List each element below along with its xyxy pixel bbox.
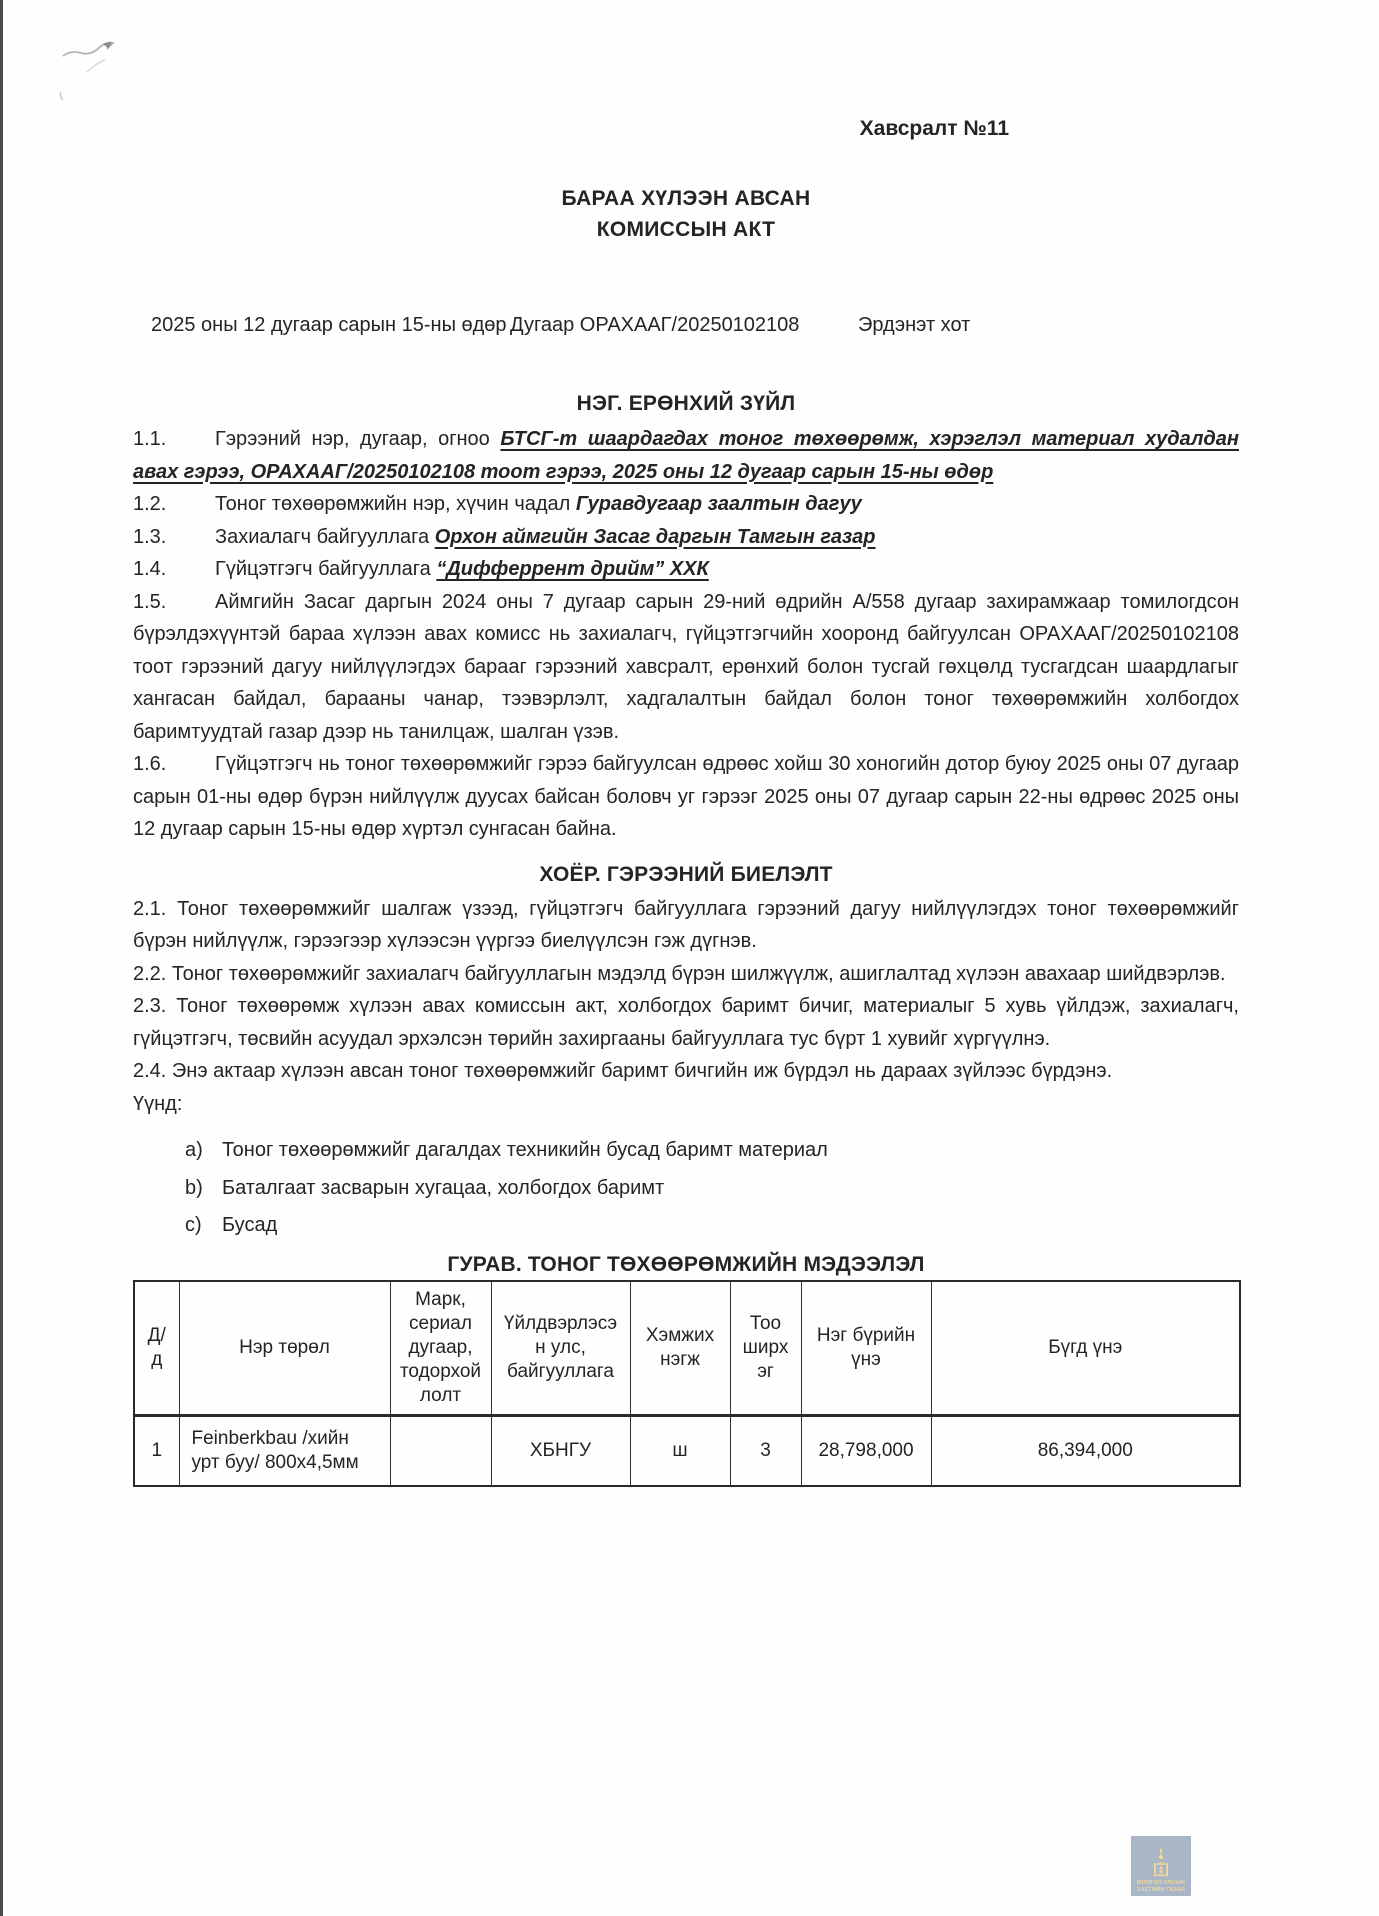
logo-text-line2: ЗАСГИЙН ГАЗАР: [1136, 1886, 1186, 1893]
cell-index: 1: [134, 1415, 179, 1486]
list-item-label: b): [185, 1176, 203, 1199]
col-header-index: Д/д: [134, 1281, 179, 1416]
government-logo-text: [1137, 1880, 1185, 1893]
list-item: [133, 1209, 1239, 1242]
section1-heading: НЭГ. ЕРӨНХИЙ ЗҮЙЛ: [576, 392, 796, 415]
cell-total-price: 86,394,000: [931, 1415, 1240, 1486]
document-title-line2: КОМИССЫН АКТ: [596, 218, 776, 241]
paragraph-number: 1.2.: [133, 493, 167, 515]
col-header-name: Нэр төрөл: [179, 1281, 390, 1416]
paragraph-number: 1.3.: [133, 525, 167, 548]
col-header-unit-price: Нэг бүрийн үнэ: [801, 1281, 931, 1416]
list-item-label: a): [185, 1139, 203, 1161]
cell-quantity: 3: [730, 1415, 801, 1486]
date-row: [133, 309, 1239, 342]
document-number: Дугаар ОРАХААГ/20250102108: [510, 314, 800, 336]
paragraph-1-1: [133, 423, 1239, 488]
paragraph-2-1: 2.1. Тоног төхөөрөмжийг шалгаж үзээд, гүйцэтгэгч байгууллага гэрээний дагуу нийлүүлэгдэх тоног төхөөрөмжийг бүрэн нийлүүлж, гэрээгээр хүлээсэн үүргээ биелүүлсэн гэж дүгнэв.: [133, 897, 1239, 952]
scan-edge-line: [0, 0, 3, 1916]
cell-serial: [390, 1415, 491, 1486]
annex-label: Хавсралт №11: [859, 117, 1009, 140]
paragraph-1-3: [133, 521, 1239, 554]
list-item: [133, 1172, 1239, 1205]
table-header-row: [134, 1281, 1240, 1416]
city-label: Эрдэнэт хот: [858, 314, 971, 336]
col-header-quantity: Тоо ширхэг: [730, 1281, 801, 1416]
list-item-text: Тоног төхөөрөмжийг дагалдах техникийн бусад баримт материал: [222, 1139, 828, 1161]
paragraph-label: Гэрээний нэр, дугаар, огноо: [215, 428, 490, 450]
logo-text-line1: МОНГОЛ УЛСЫН: [1136, 1880, 1186, 1886]
list-item-label: c): [185, 1214, 202, 1236]
cell-unit-price: 28,798,000: [801, 1415, 931, 1486]
cell-name: Feinberkbau /хийн урт буу/ 800х4,5мм: [179, 1415, 390, 1486]
customer-org-value: Орхон аймгийн Засаг даргын Тамгын газар: [434, 525, 876, 548]
paragraph-1-4: [133, 553, 1239, 586]
section2-heading: ХОЁР. ГЭРЭЭНИЙ БИЕЛЭЛТ: [539, 862, 833, 886]
paragraph-1-6: [133, 748, 1239, 846]
list-item-text: Баталгаат засварын хугацаа, холбогдох баримт: [222, 1176, 665, 1199]
soyombo-icon: [1151, 1848, 1171, 1878]
paragraph-2-4: 2.4. Энэ актаар хүлээн авсан тоног төхөөрөмжийг баримт бичгийн иж бүрдэл нь дараах зүйлээс бүрдэнэ.: [133, 1060, 1113, 1082]
equipment-clause-value: Гуравдугаар заалтын дагуу: [575, 493, 862, 515]
list-lead: Үүнд:: [133, 1092, 183, 1115]
document-page: [133, 0, 1239, 1487]
list-item-text: Бусад: [222, 1214, 278, 1236]
paragraph-label: Тоног төхөөрөмжийн нэр, хүчин чадал: [215, 493, 571, 515]
paragraph-text: Аймгийн Засаг даргын 2024 оны 7 дугаар сарын 29-ний өдрийн А/558 дугаар захирамжаар томилогдсон бүрэлдэхүүнтэй бараа хүлээн авах комисс нь захиалагч, гүйцэтгэгчийн хооронд байгуулсан ОРАХААГ/20250102108 тоот гэрээний дагуу нийлүүлэгдэх барааг гэрээний хавсралт, ерөнхий болон тусгай гөхцөлд тусгагдсан шаардлагыг хангасан байдал, барааны чанар, тээвэрлэлт, хадгалалтын байдал болон тоног төхөөрөмжийн холбогдох баримтуудтай газар дээр нь танилцаж, шалган үзэв.: [133, 590, 1239, 743]
document-date: 2025 оны 12 дугаар сарын 15-ны өдөр: [151, 314, 507, 336]
equipment-table: [133, 1280, 1241, 1487]
document-title-line1: БАРАА ХҮЛЭЭН АВСАН: [561, 187, 811, 210]
contractor-org-value: “Дифферрент дрийм” ХХК: [436, 558, 709, 580]
paragraph-number: 1.6.: [133, 753, 167, 775]
table-row: [134, 1415, 1240, 1486]
col-header-total-price: Бүгд үнэ: [931, 1281, 1240, 1416]
paragraph-2-2: 2.2. Тоног төхөөрөмжийг захиалагч байгууллагын мэдэлд бүрэн шилжүүлж, ашиглалтад хүлээн авахаар шийдвэрлэв.: [133, 962, 1226, 985]
paragraph-text: Гүйцэтгэгч нь тоног төхөөрөмжийг гэрээ байгуулсан өдрөөс хойш 30 хоногийн дотор буюу 2025 оны 07 дугаар сарын 01-ны өдөр бүрэн нийлүүлж дуусах байсан боловч уг гэрээг 2025 оны 07 дугаар сарын 22-ны өдрөөс 2025 оны 12 дугаар сарын 15-ны өдөр хүртэл сунгасан байна.: [133, 753, 1239, 840]
paragraph-number: 1.5.: [133, 590, 167, 613]
paragraph-label: Гүйцэтгэгч байгууллага: [215, 558, 431, 580]
paragraph-label: Захиалагч байгууллага: [215, 525, 430, 548]
document-list: [133, 1134, 1239, 1242]
list-item: [133, 1134, 1239, 1167]
cell-country: ХБНГУ: [491, 1415, 630, 1486]
document-title: [133, 183, 1239, 245]
cell-unit: ш: [630, 1415, 730, 1486]
col-header-unit: Хэмжих нэгж: [630, 1281, 730, 1416]
col-header-country: Үйлдвэрлэсэн улс, байгууллага: [491, 1281, 630, 1416]
government-logo: [1131, 1836, 1191, 1896]
paragraph-1-2: [133, 488, 1239, 521]
contract-name-value: БТСГ-т шаардагдах тоног төхөөрөмж, хэрэглэл материал худалдан авах гэрээ, ОРАХААГ/20250102108 тоот гэрээ, 2025 оны 12 дугаар сарын 15-ны өдөр: [133, 428, 1239, 483]
col-header-serial: Марк, сериал дугаар, тодорхойлолт: [390, 1281, 491, 1416]
paragraph-number: 1.4.: [133, 558, 167, 580]
paragraph-1-5: [133, 586, 1239, 749]
paragraph-2-3: 2.3. Тоног төхөөрөмж хүлээн авах комиссын акт, холбогдох баримт бичиг, материалыг 5 хувь үйлдэж, захиалагч, гүйцэтгэгч, төсвийн асуудал эрхэлсэн төрийн захиргааны байгууллага тус бүрт 1 хувийг хүргүүлнэ.: [133, 995, 1239, 1050]
section3-heading: ГУРАВ. ТОНОГ ТӨХӨӨРӨМЖИЙН МЭДЭЭЛЭЛ: [447, 1252, 925, 1276]
paragraph-number: 1.1.: [133, 428, 167, 450]
